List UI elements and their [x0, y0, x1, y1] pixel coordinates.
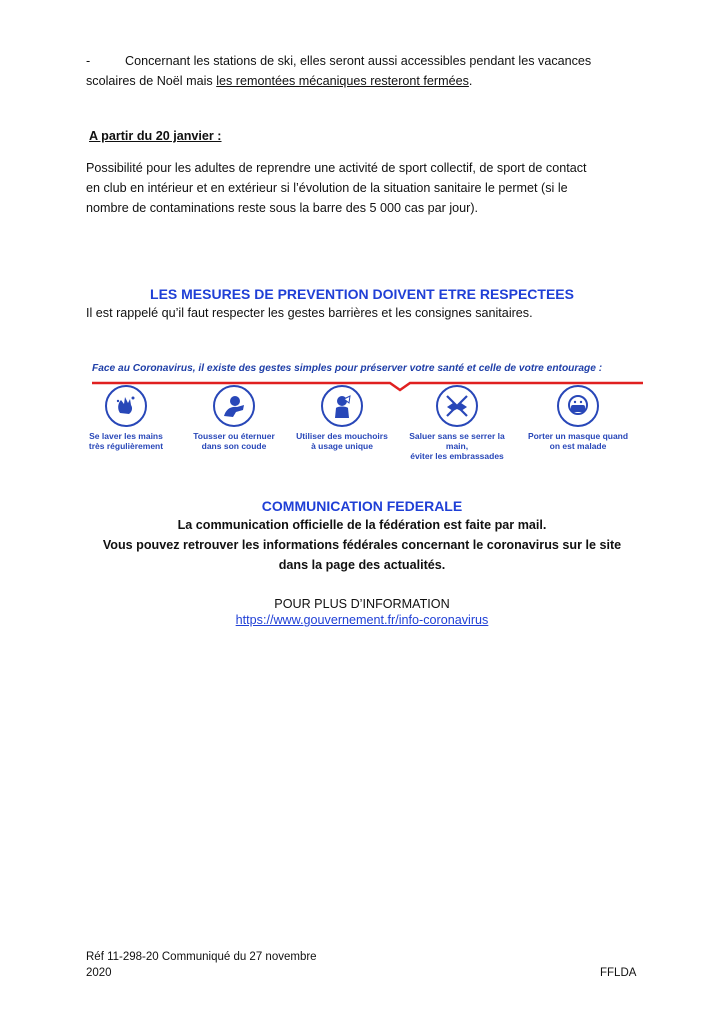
communication-line-1: La communication officielle de la fédération est faite par mail. — [177, 518, 547, 532]
gesture-label-line: à usage unique — [311, 441, 373, 451]
gesture-label-line: très régulièrement — [88, 441, 164, 451]
ski-line-1: Concernant les stations de ski, elles seront aussi accessibles pendant les vacances — [125, 54, 592, 68]
tissue-icon — [321, 385, 363, 427]
ski-line-2-end: . — [468, 74, 473, 88]
gesture-label-line: Porter un masque quand — [527, 431, 629, 441]
hand-washing-icon — [105, 385, 147, 427]
cough-elbow-icon — [213, 385, 255, 427]
footer-organization: FFLDA — [600, 967, 637, 979]
no-handshake-icon — [436, 385, 478, 427]
communication-line-2: Vous pouvez retrouver les informations fédérales concernant le coronavirus sur le site — [102, 538, 622, 552]
prevention-title: LES MESURES DE PREVENTION DOIVENT ETRE RESPECTEES — [150, 286, 574, 302]
january-line-1: Possibilité pour les adultes de reprendre une activité de sport collectif, de sport de contact — [86, 161, 587, 175]
face-mask-icon — [557, 385, 599, 427]
communication-title: COMMUNICATION FEDERALE — [261, 498, 463, 514]
gesture-label-line: dans son coude — [201, 441, 267, 451]
more-info-label: POUR PLUS D’INFORMATION — [274, 597, 450, 611]
gouvernement-info-link[interactable]: https://www.gouvernement.fr/info-coronavirus — [235, 613, 489, 627]
footer-reference-line-2: 2020 — [86, 967, 112, 979]
january-line-3: nombre de contaminations reste sous la barre des 5 000 cas par jour). — [86, 201, 479, 215]
gesture-no-handshake — [404, 385, 510, 461]
banner-title: Face au Coronavirus, il existe des gestes simples pour préserver votre santé et celle de votre entourage : — [92, 363, 603, 374]
gesture-label-line: Se laver les mains — [89, 431, 163, 441]
prevention-text: Il est rappelé qu’il faut respecter les gestes barrières et les consignes sanitaires. — [86, 306, 533, 320]
gesture-label-line: éviter les embrassades — [410, 451, 504, 461]
gesture-cough-elbow — [181, 385, 287, 451]
gesture-label-line: on est malade — [549, 441, 607, 451]
gesture-face-mask — [525, 385, 631, 451]
gesture-label-line: Utiliser des mouchoirs — [296, 431, 388, 441]
communication-line-3: dans la page des actualités. — [278, 558, 446, 572]
ski-line-2 — [86, 71, 472, 91]
footer-reference-line-1: Réf 11-298-20 Communiqué du 27 novembre — [86, 951, 317, 963]
january-line-2: en club en intérieur et en extérieur si l’évolution de la situation sanitaire le permet (si le — [86, 181, 568, 195]
gesture-label-line: Tousser ou éternuer — [193, 431, 275, 441]
ski-bullet: - — [86, 54, 91, 68]
gesture-label-line: Saluer sans se serrer la main, — [409, 431, 505, 451]
gesture-tissue — [289, 385, 395, 451]
january-heading: A partir du 20 janvier : — [89, 129, 222, 143]
ski-lifts-closed: les remontées mécaniques resteront fermées — [216, 74, 469, 88]
gesture-hand-washing — [73, 385, 179, 451]
ski-line-2-text: scolaires de Noël mais — [86, 74, 217, 88]
more-info-link-row — [0, 610, 724, 630]
